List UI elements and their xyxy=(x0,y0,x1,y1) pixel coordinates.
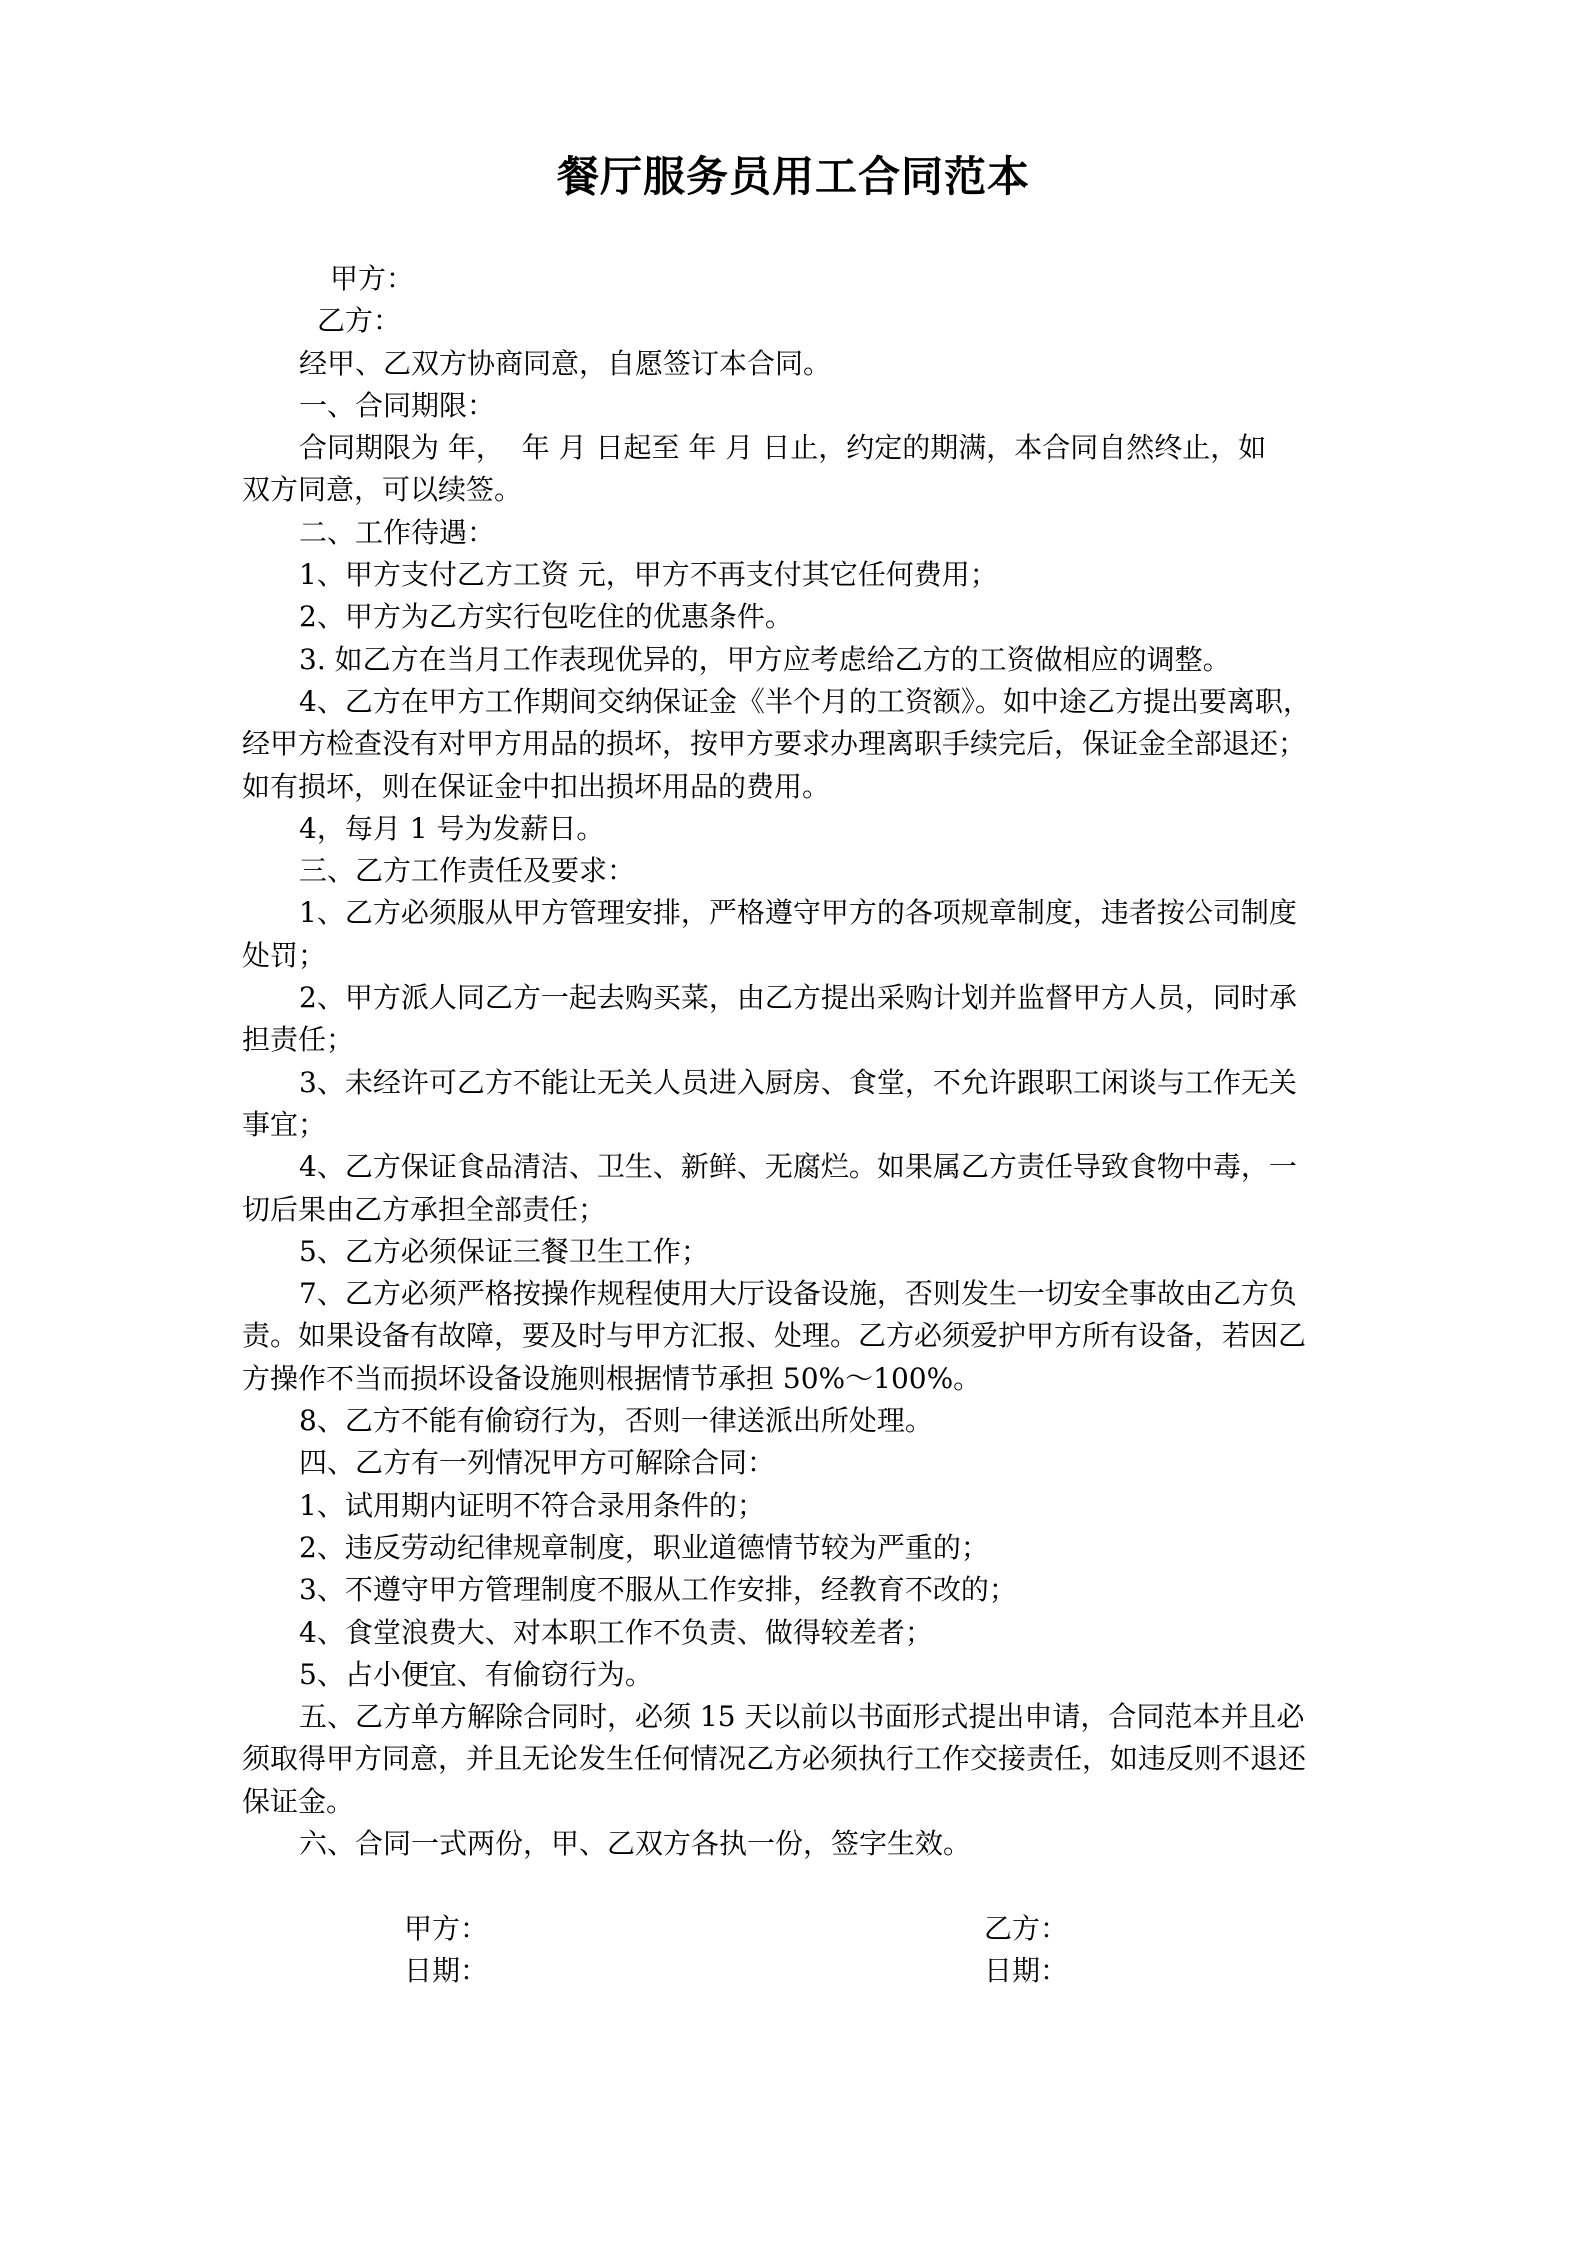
list-item: 5、占小便宜、有偷窃行为。 xyxy=(299,1657,653,1691)
section-4-heading: 四、乙方有一列情况甲方可解除合同： xyxy=(299,1446,776,1480)
contract-line: 须取得甲方同意，并且无论发生任何情况乙方必须执行工作交接责任，如违反则不退还 xyxy=(242,1742,1307,1776)
contract-line: 方操作不当而损坏设备设施则根据情节承担 50%～100%。 xyxy=(242,1361,982,1395)
list-item: 4、食堂浪费大、对本职工作不负责、做得较差者； xyxy=(299,1615,933,1649)
contract-line: 事宜； xyxy=(242,1107,327,1141)
list-item: 2、违反劳动纪律规章制度，职业道德情节较为严重的； xyxy=(299,1530,989,1564)
contract-line: 如有损坏，则在保证金中扣出损坏用品的费用。 xyxy=(242,769,831,803)
list-item: 4、乙方在甲方工作期间交纳保证金《半个月的工资额》。如中途乙方提出要离职， xyxy=(299,684,1311,718)
contract-line: 合同期限为 年， 年 月 日起至 年 月 日止，约定的期满，本合同自然终止，如 xyxy=(299,431,1267,465)
contract-line: 经甲方检查没有对甲方用品的损坏，按甲方要求办理离职手续完后，保证金全部退还； xyxy=(242,727,1307,761)
sig-party-b-label: 乙方： xyxy=(984,1911,1069,1945)
list-item: 1、甲方支付乙方工资 元，甲方不再支付其它任何费用； xyxy=(299,558,998,592)
page-title: 餐厅服务员用工合同范本 xyxy=(556,152,1030,201)
contract-line: 处罚； xyxy=(242,938,327,972)
signature-row-dates xyxy=(242,1950,1358,1992)
list-item: 2、甲方为乙方实行包吃住的优惠条件。 xyxy=(299,600,793,634)
section-2-heading: 二、工作待遇： xyxy=(299,515,496,549)
list-item: 7、乙方必须严格按操作规程使用大厅设备设施，否则发生一切安全事故由乙方负 xyxy=(299,1277,1297,1311)
blank-line xyxy=(242,1865,1358,1907)
section-5-paragraph: 五、乙方单方解除合同时，必须 15 天以前以书面形式提出申请，合同范本并且必 xyxy=(299,1700,1305,1734)
contract-line: 担责任； xyxy=(242,1023,355,1057)
list-item: 5、乙方必须保证三餐卫生工作； xyxy=(299,1234,709,1268)
contract-line: 双方同意，可以续签。 xyxy=(242,473,523,507)
signature-row-parties xyxy=(242,1908,1358,1950)
contract-line: 切后果由乙方承担全部责任； xyxy=(242,1192,607,1226)
contract-line: 保证金。 xyxy=(242,1784,355,1818)
sig-party-a-label: 甲方： xyxy=(404,1911,489,1945)
list-item: 1、试用期内证明不符合录用条件的； xyxy=(299,1488,765,1522)
contract-body xyxy=(242,258,1358,1992)
list-item: 3、未经许可乙方不能让无关人员进入厨房、食堂，不允许跟职工闲谈与工作无关 xyxy=(299,1065,1297,1099)
list-item: 2、甲方派人同乙方一起去购买菜，由乙方提出采购计划并监督甲方人员，同时承 xyxy=(299,981,1297,1015)
section-1-heading: 一、合同期限： xyxy=(299,388,496,422)
list-item: 8、乙方不能有偷窃行为，否则一律送派出所处理。 xyxy=(299,1404,933,1438)
contract-line: 责。如果设备有故障，要及时与甲方汇报、处理。乙方必须爱护甲方所有设备，若因乙 xyxy=(242,1319,1307,1353)
list-item: 3. 如乙方在当月工作表现优异的，甲方应考虑给乙方的工资做相应的调整。 xyxy=(299,642,1231,676)
party-b-line: 乙方： xyxy=(317,304,402,338)
intro-line: 经甲、乙双方协商同意，自愿签订本合同。 xyxy=(299,346,832,380)
list-item: 4、乙方保证食品清洁、卫生、新鲜、无腐烂。如果属乙方责任导致食物中毒，一 xyxy=(299,1150,1297,1184)
list-item: 1、乙方必须服从甲方管理安排，严格遵守甲方的各项规章制度，违者按公司制度 xyxy=(299,896,1297,930)
list-item: 3、不遵守甲方管理制度不服从工作安排，经教育不改的； xyxy=(299,1573,1017,1607)
list-item: 4，每月 1 号为发薪日。 xyxy=(299,811,605,845)
sig-date-a-label: 日期： xyxy=(404,1953,489,1987)
party-a-line: 甲方： xyxy=(330,262,415,295)
sig-date-b-label: 日期： xyxy=(984,1953,1069,1987)
section-6-paragraph: 六、合同一式两份，甲、乙双方各执一份，签字生效。 xyxy=(299,1826,972,1860)
section-3-heading: 三、乙方工作责任及要求： xyxy=(299,854,636,888)
